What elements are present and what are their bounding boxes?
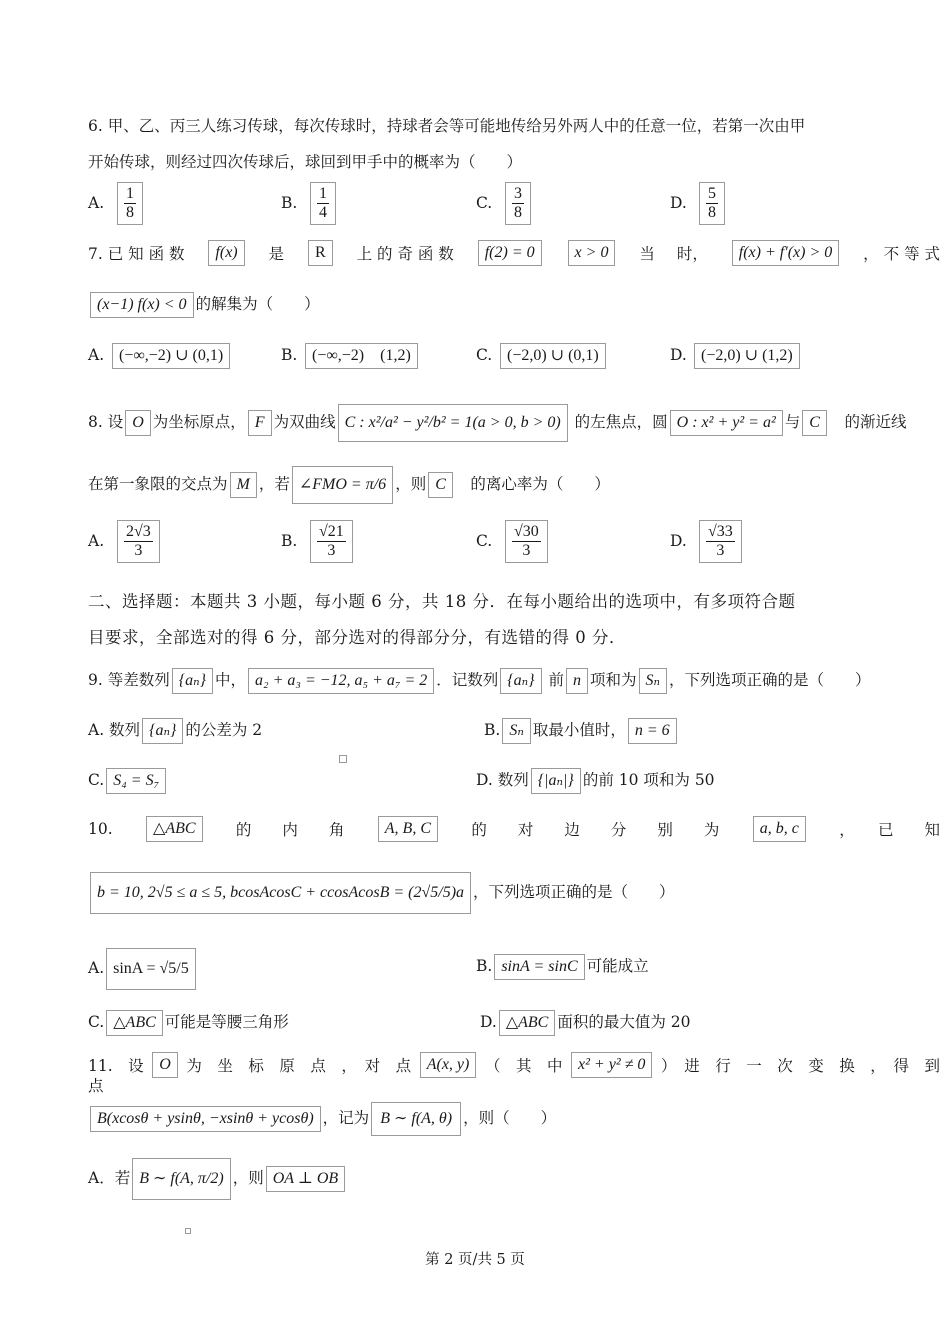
page-footer: 第 2 页/共 5 页: [425, 1252, 525, 1268]
q7-stem-line2: (x−1) f(x) < 0 的解集为（ ）: [88, 292, 320, 318]
q10-stem-line2: b = 10, 2√5 ≤ a ≤ 5, bcosAcosC + ccosAcosB = (2√5/5)a ，下列选项正确的是（ ）: [88, 872, 675, 914]
q7-stem-line1: 7. 已 知 函 数 f(x) 是 R 上 的 奇 函 数 f(2) = 0 x > 0 当 时， f(x) + f′(x) > 0 ， 不 等 式: [88, 240, 940, 266]
section2-instructions-line1: 二、选择题：本题共 3 小题，每小题 6 分，共 18 分．在每小题给出的选项中，有多项符合题: [88, 592, 796, 611]
q7-option-b: B. (−∞,−2) (1,2): [281, 343, 420, 369]
q7-option-a: A. (−∞,−2) ∪ (0,1): [88, 343, 232, 369]
q9-stem: 9. 等差数列 {aₙ} 中， a₂ + a₃ = −12, a₅ + a₇ = 2 ．记数列 {aₙ} 前 n 项和为 Sₙ ，下列选项正确的是（ ）: [88, 668, 871, 694]
q7-option-c: C. (−2,0) ∪ (0,1): [476, 343, 608, 369]
q8-option-c: C. $\frac{√30}{3}$: [476, 520, 550, 563]
q6-option-d: D. $\frac{5}{8}$: [670, 182, 727, 225]
q6-option-a: A. $\frac{1}{8}$: [88, 182, 145, 225]
stray-mark: [339, 755, 347, 763]
q8-option-a: A. $\frac{2√3}{3}$: [88, 520, 162, 563]
q11-stem-point: 点: [88, 1077, 104, 1095]
q8-option-b: B. $\frac{√21}{3}$: [281, 520, 355, 563]
q6-option-c: C. $\frac{3}{8}$: [476, 182, 533, 225]
q8-option-d: D. $\frac{√33}{3}$: [670, 520, 744, 563]
q10-option-c: C. △ABC 可能是等腰三角形: [88, 1010, 289, 1036]
q9-option-b: B. Sₙ 取最小值时， n = 6: [484, 718, 679, 744]
q10-option-a: A. sinA = √5/5: [88, 948, 198, 990]
q10-stem-line1: 10. △ABC 的 内 角 A, B, C 的 对 边 分 别 为 a, b, c ， 已 知: [88, 816, 940, 842]
stray-mark-2: [185, 1228, 191, 1234]
q7-option-d: D. (−2,0) ∪ (1,2): [670, 343, 802, 369]
q8-stem-line2: 在第一象限的交点为 M ，若 ∠FMO = π/6 ，则 C 的离心率为（ ）: [88, 466, 610, 504]
q10-option-b: B. sinA = sinC 可能成立: [476, 954, 649, 980]
q6-option-b: B. $\frac{1}{4}$: [281, 182, 338, 225]
q9-option-c: C. S₄ = S₇: [88, 768, 168, 794]
q6-stem-line2: 开始传球，则经过四次传球后，球回到甲手中的概率为（ ）: [88, 153, 523, 171]
q10-option-d: D. △ABC 面积的最大值为 20: [480, 1010, 691, 1036]
q8-stem-line1: 8. 设 O 为坐标原点， F 为双曲线 C : x²/a² − y²/b² = 1(a > 0, b > 0) 的左焦点，圆 O : x² + y² = a² 与 C 的渐近线: [88, 404, 906, 442]
q11-option-a: A．若 B ∼ f(A, π/2) ，则 OA ⊥ OB: [88, 1158, 347, 1200]
q6-stem-line1: 6. 甲、乙、丙三人练习传球，每次传球时，持球者会等可能地传给另外两人中的任意一位，若第一次由甲: [88, 117, 806, 135]
q9-option-a: A. 数列 {aₙ} 的公差为 2: [88, 718, 262, 744]
q11-stem-line1: 11. 设 O 为 坐 标 原 点 ， 对 点 A(x, y) （ 其 中 x² + y² ≠ 0 ） 进 行 一 次 变 换 ， 得 到: [88, 1052, 940, 1078]
q9-option-d: D. 数列 {|aₙ|} 的前 10 项和为 50: [476, 768, 715, 794]
q11-stem-line2: B(xcosθ + ysinθ, −xsinθ + ycosθ) ，记为 B ∼ f(A, θ) ，则（ ）: [88, 1102, 556, 1136]
section2-instructions-line2: 目要求，全部选对的得 6 分，部分选对的得部分分，有选错的得 0 分．: [88, 628, 626, 647]
